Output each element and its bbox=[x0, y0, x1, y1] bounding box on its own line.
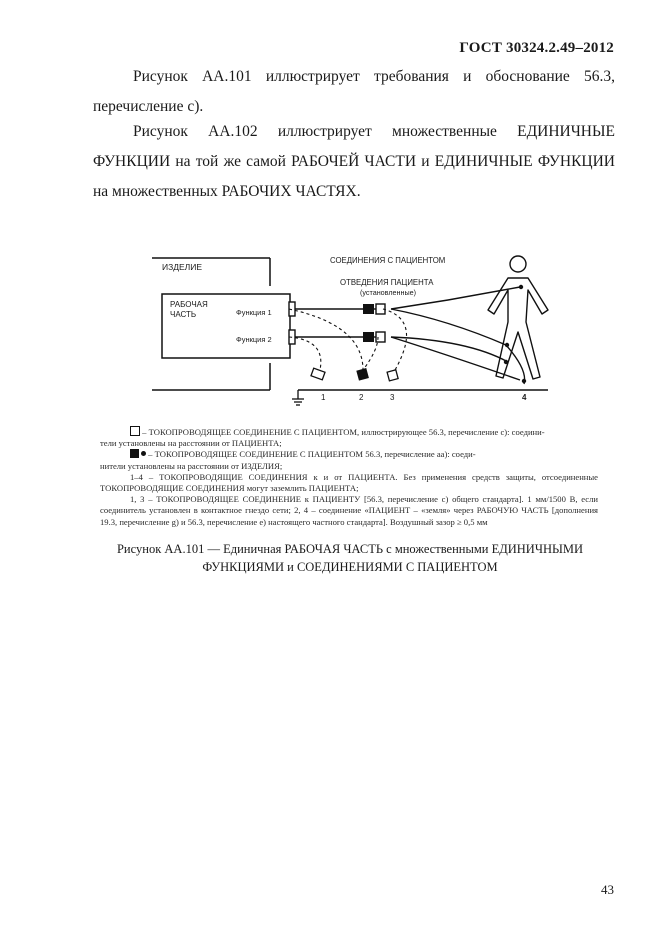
connection-number-4: 4 bbox=[522, 393, 527, 402]
patient-electrode-3 bbox=[504, 360, 508, 364]
patient-electrode-1 bbox=[519, 285, 523, 289]
connector-open-2 bbox=[376, 332, 385, 342]
paragraph-1-line-1: Рисунок АА.101 иллюстрирует требования и обоснование 56.3, bbox=[133, 68, 615, 85]
device-label: ИЗДЕЛИЕ bbox=[162, 262, 203, 272]
paragraph-2-line-3: на множественных РАБОЧИХ ЧАСТЯХ. bbox=[93, 183, 361, 200]
caption-line-2: ФУНКЦИЯМИ и СОЕДИНЕНИЯМИ С ПАЦИЕНТОМ bbox=[202, 560, 498, 574]
document-header: ГОСТ 30324.2.49–2012 bbox=[459, 40, 614, 56]
patient-electrode-2 bbox=[505, 343, 509, 347]
paragraph-2-line-1: Рисунок АА.102 иллюстрирует множественные ЕДИНИЧНЫЕ bbox=[133, 123, 615, 140]
disconnected-leads bbox=[289, 309, 407, 370]
page-number: 43 bbox=[601, 882, 614, 897]
function-1-label: Функция 1 bbox=[236, 308, 272, 317]
legend-item-2-cont: нители установлены на расстоянии от ИЗДЕЛИЯ; bbox=[100, 460, 283, 471]
open-square-icon bbox=[130, 426, 140, 436]
lead-wires bbox=[295, 287, 548, 390]
figure-caption bbox=[80, 540, 620, 576]
paragraph-1 bbox=[93, 62, 615, 122]
filled-square-icon bbox=[130, 449, 139, 458]
figure-legend bbox=[100, 426, 598, 528]
connector-filled-1 bbox=[363, 304, 374, 314]
patient-electrode-4 bbox=[522, 379, 526, 383]
patient-connections-label: СОЕДИНЕНИЯ С ПАЦИЕНТОМ bbox=[330, 256, 446, 265]
filled-dot-icon bbox=[141, 451, 146, 456]
loose-connector-3 bbox=[387, 370, 398, 381]
patient-leads-label: ОТВЕДЕНИЯ ПАЦИЕНТА bbox=[340, 278, 434, 287]
legend-item-4: 1, 3 – ТОКОПРОВОДЯЩЕЕ СОЕДИНЕНИЕ к ПАЦИЕНТУ [56.3, перечисление с) общего стандарта]. 1 мм/1500 В, если соединитель установлен в контактное гнездо сети; 2, 4 – соединение «ПАЦИЕНТ – «земля» через РАБОЧУЮ ЧАСТЬ [дополнения 19.3, перечисление g) и 56.3, перечисление е) настоящего частного стандарта]. Воздушный зазор ≥ 0,5 мм bbox=[100, 494, 598, 527]
lead-connectors bbox=[363, 304, 385, 342]
connection-number-3: 3 bbox=[390, 393, 395, 402]
connector-filled-2 bbox=[363, 332, 374, 342]
loose-connector-1 bbox=[311, 368, 325, 380]
function-2-label: Функция 2 bbox=[236, 335, 272, 344]
legend-item-1 bbox=[100, 426, 598, 438]
paragraph-2-line-2: ФУНКЦИИ на той же самой РАБОЧЕЙ ЧАСТИ и ЕДИНИЧНЫЕ ФУНКЦИИ bbox=[93, 153, 615, 170]
applied-part-label-1: РАБОЧАЯ bbox=[170, 300, 208, 309]
legend-item-2-text: – ТОКОПРОВОДЯЩЕЕ СОЕДИНЕНИЕ С ПАЦИЕНТОМ 56.3, перечисление aa): соеди- bbox=[148, 449, 476, 460]
connection-number-2: 2 bbox=[359, 393, 364, 402]
loose-connector-2 bbox=[357, 369, 368, 380]
loose-connectors bbox=[311, 368, 398, 381]
paragraph-1-line-2: перечисление с). bbox=[93, 98, 204, 115]
patient-head bbox=[510, 256, 526, 272]
device-enclosure bbox=[152, 258, 270, 390]
caption-line-1: Рисунок АА.101 — Единичная РАБОЧАЯ ЧАСТЬ с множественными ЕДИНИЧНЫМИ bbox=[116, 542, 584, 556]
leads-installed-label: (установленные) bbox=[360, 288, 417, 297]
applied-part-label-2: ЧАСТЬ bbox=[170, 310, 197, 319]
legend-item-3: 1–4 – ТОКОПРОВОДЯЩИЕ СОЕДИНЕНИЯ к и от ПАЦИЕНТА. Без применения средств защиты, отсоединенные ТОКОПРОВОДЯЩИЕ СОЕДИНЕНИЯ могут заземлить ПАЦИЕНТА; bbox=[100, 471, 598, 494]
paragraph-2 bbox=[93, 117, 615, 207]
connection-number-1: 1 bbox=[321, 393, 326, 402]
legend-item-1-cont: тели установлены на расстоянии от ПАЦИЕНТА; bbox=[100, 438, 282, 449]
ground-symbol bbox=[292, 390, 304, 405]
figure-aa101-diagram bbox=[148, 250, 568, 410]
legend-item-1-text: – ТОКОПРОВОДЯЩЕЕ СОЕДИНЕНИЕ С ПАЦИЕНТОМ, иллюстрирующее 56.3, перечисление с): соедини- bbox=[142, 427, 545, 437]
legend-item-2 bbox=[100, 449, 598, 460]
